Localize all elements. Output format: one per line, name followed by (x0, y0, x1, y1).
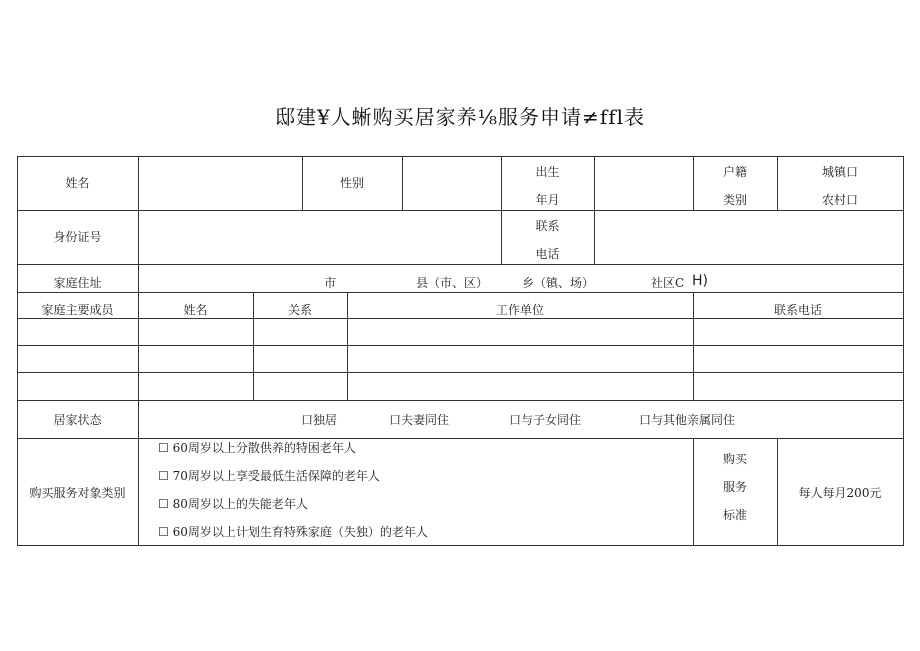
living-status-label: 居家状态 (53, 413, 102, 427)
living-option-relatives[interactable]: 口与其他亲属同住 (639, 413, 736, 427)
standard-label-line2: 服务 (722, 480, 747, 494)
name-label: 姓名 (65, 176, 90, 190)
birth-label-line1: 出生 (535, 165, 560, 179)
phone-label-line2: 电话 (535, 247, 560, 261)
living-option-children[interactable]: 口与子女同住 (509, 413, 582, 427)
service-category-label: 购买服务对象类别 (29, 486, 126, 500)
hukou-label-line1: 户籍 (722, 165, 747, 179)
service-category-option-3[interactable]: ☐ 80周岁以上的失能老年人 (158, 497, 308, 511)
members-header-employer: 工作单位 (495, 303, 544, 317)
address-county: 县（市、区） (416, 276, 489, 290)
standard-label-line1: 购买 (722, 452, 747, 466)
members-header-relation: 关系 (287, 303, 312, 317)
living-option-spouse[interactable]: 口夫妻同住 (389, 413, 450, 427)
service-category-option-1[interactable]: ☐ 60周岁以上分散供养的特困老年人 (158, 441, 356, 455)
address-township: 乡（镇、场） (522, 276, 595, 290)
hukou-label-line2: 类别 (722, 193, 747, 207)
address-suffix: H) (692, 273, 708, 289)
members-label: 家庭主要成员 (41, 303, 114, 317)
members-header-name: 姓名 (183, 303, 208, 317)
phone-label-line1: 联系 (535, 219, 560, 233)
standard-value: 每人每月200元 (798, 486, 882, 500)
address-community: 社区C (651, 276, 685, 290)
address-city: 市 (324, 276, 337, 290)
hukou-rural-checkbox[interactable]: 农村口 (821, 193, 858, 207)
form-title: 邸建¥人蜥购买居家养⅛服务申请≠ffl表 (274, 105, 646, 129)
service-category-option-4[interactable]: ☐ 60周岁以上计划生育特殊家庭（失独）的老年人 (158, 525, 428, 539)
living-option-alone[interactable]: 口独居 (301, 413, 338, 427)
members-header-phone: 联系电话 (773, 303, 822, 317)
hukou-urban-checkbox[interactable]: 城镇口 (821, 165, 858, 179)
address-label: 家庭住址 (53, 276, 102, 290)
standard-label-line3: 标准 (722, 508, 747, 522)
gender-label: 性别 (339, 176, 364, 190)
service-category-option-2[interactable]: ☐ 70周岁以上享受最低生活保障的老年人 (158, 469, 380, 483)
id-number-label: 身份证号 (53, 230, 102, 244)
birth-label-line2: 年月 (535, 193, 560, 207)
